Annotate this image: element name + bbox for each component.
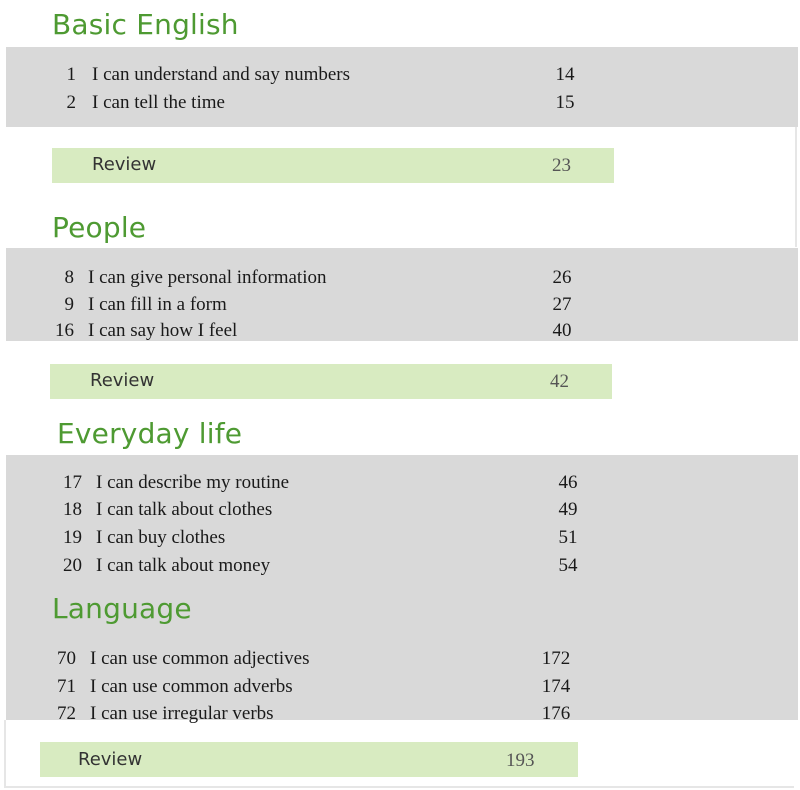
item-page: 46 [558,472,578,493]
item-number: 19 [63,527,82,548]
item-page: 27 [552,294,572,315]
list-item[interactable] [0,677,800,699]
item-page: 26 [552,267,572,288]
item-page: 174 [541,676,571,697]
review-label: Review [90,370,155,391]
item-page: 15 [555,92,575,113]
item-page: 49 [558,499,578,520]
item-text: I can fill in a form [88,294,227,315]
list-item[interactable] [0,268,800,290]
review-label: Review [92,154,157,175]
item-text: I can understand and say numbers [92,64,351,85]
item-page: 14 [555,64,575,85]
item-text: I can say how I feel [88,320,238,341]
section-heading-everyday-life: Everyday life [57,417,243,450]
item-page: 172 [541,648,571,669]
item-number: 8 [64,267,74,288]
list-item[interactable] [0,93,800,115]
item-text: I can give personal information [88,267,327,288]
item-page: 176 [541,703,571,724]
review-bar[interactable] [40,742,578,777]
section-heading-language: Language [52,592,192,625]
list-item[interactable] [0,649,800,671]
item-text: I can buy clothes [96,527,226,548]
item-number: 18 [63,499,82,520]
item-text: I can use common adjectives [90,648,310,669]
section-heading-people: People [52,211,147,244]
list-item[interactable] [0,500,800,522]
item-page: 51 [558,527,578,548]
item-number: 71 [57,676,76,697]
list-item[interactable] [0,556,800,578]
list-item[interactable] [0,473,800,495]
item-number: 9 [64,294,74,315]
divider [795,127,797,247]
item-text: I can talk about clothes [96,499,273,520]
list-item[interactable] [0,295,800,317]
section-band-basic-english [6,47,798,127]
list-item[interactable] [0,65,800,87]
item-text: I can describe my routine [96,472,290,493]
item-number: 72 [57,703,76,724]
review-label: Review [78,749,143,770]
list-item[interactable] [0,528,800,550]
item-text: I can tell the time [92,92,225,113]
section-heading-basic-english: Basic English [52,8,239,41]
review-page: 42 [550,371,569,392]
item-page: 54 [558,555,578,576]
item-page: 40 [552,320,572,341]
list-item[interactable] [0,704,800,726]
list-item[interactable] [0,321,800,343]
item-number: 2 [66,92,76,113]
item-number: 17 [63,472,82,493]
review-page: 193 [506,750,535,771]
review-page: 23 [552,155,571,176]
review-bar[interactable] [50,364,612,399]
divider [4,720,6,788]
item-number: 20 [63,555,82,576]
item-number: 1 [66,64,76,85]
item-number: 70 [57,648,76,669]
review-bar[interactable] [52,148,614,183]
item-text: I can use irregular verbs [90,703,274,724]
divider [4,786,794,788]
item-text: I can talk about money [96,555,271,576]
item-number: 16 [55,320,74,341]
item-text: I can use common adverbs [90,676,293,697]
